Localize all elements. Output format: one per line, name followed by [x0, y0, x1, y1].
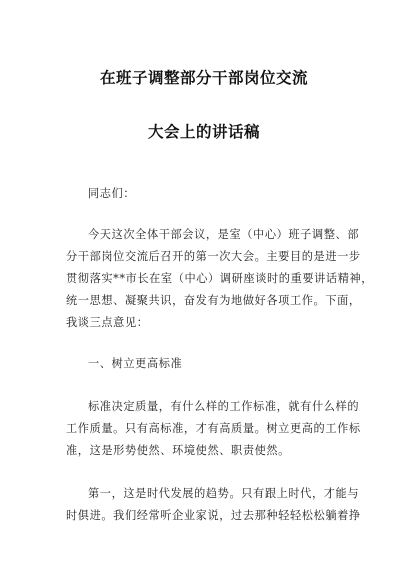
paragraph-2-line-1: 标准决定质量，有什么样的工作标准，就有什么样的: [88, 400, 360, 413]
document-title-line-2: 大会上的讲话稿: [147, 123, 260, 141]
document-title-line-1: 在班子调整部分干部岗位交流: [99, 69, 308, 87]
paragraph-1-line-1: 今天这次全体干部会议，是室（中心）班子调整、部: [88, 228, 360, 241]
paragraph-1-line-3: 贯彻落实**市长在室（中心）调研座谈时的重要讲话精神，: [66, 272, 374, 285]
greeting: 同志们：: [88, 187, 136, 200]
paragraph-2-line-2: 工作质量。只有高标准，才有高质量。树立更高的工作标: [66, 422, 361, 435]
paragraph-1-line-5: 我谈三点意见：: [66, 316, 149, 329]
paragraph-1-line-4: 统一思想、凝聚共识，奋发有为地做好各项工作。下面，: [66, 294, 361, 307]
section-heading-1: 一、树立更高标准: [88, 357, 183, 370]
paragraph-3-line-2: 时俱进。我们经常听企业家说，过去那种轻轻松松躺着挣: [66, 509, 361, 522]
paragraph-2-line-3: 准，这是形势使然、环境使然、职责使然。: [66, 444, 290, 457]
paragraph-3-line-1: 第一，这是时代发展的趋势。只有跟上时代，才能与: [88, 487, 360, 500]
paragraph-1-line-2: 分干部岗位交流后召开的第一次大会。主要目的是进一步: [66, 250, 361, 263]
